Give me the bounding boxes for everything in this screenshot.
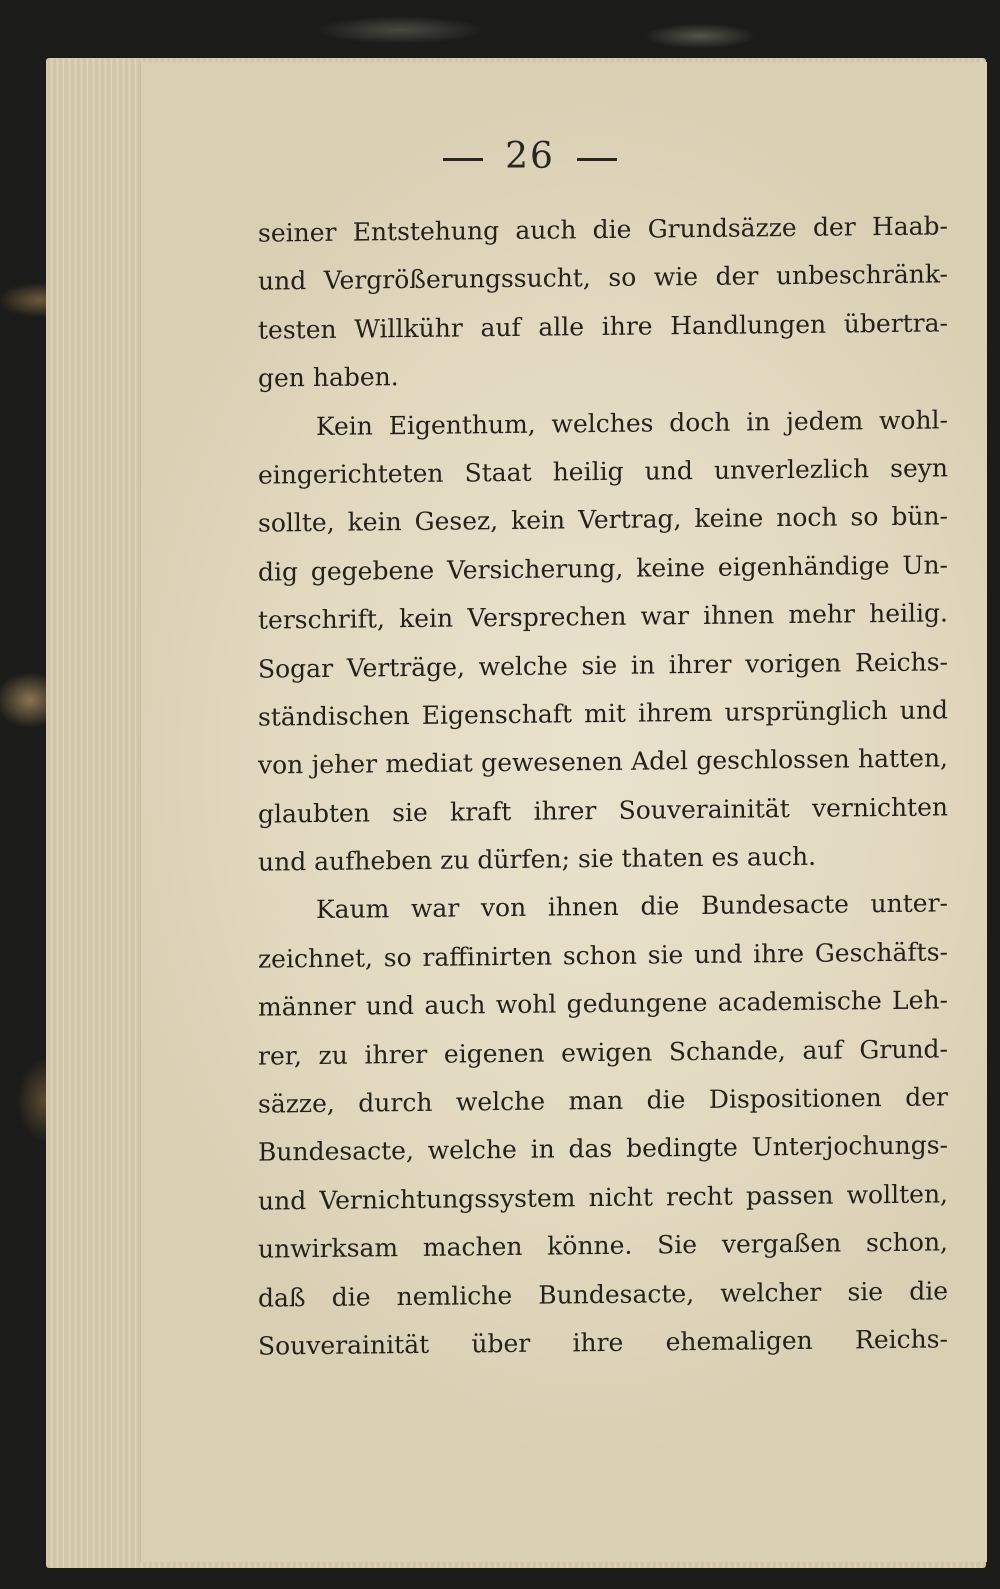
body-text bbox=[258, 206, 948, 1367]
text-line: Kein Eigenthum, welches doch in jedem wohl- bbox=[316, 404, 948, 441]
page-number-header bbox=[0, 136, 1000, 177]
text-line: dig gegebene Versicherung, keine eigenhändige Un- bbox=[258, 550, 948, 587]
text-line: ständischen Eigenschaft mit ihrem ursprünglich und bbox=[258, 695, 948, 732]
text-line: terschrift, kein Versprechen war ihnen mehr heilig. bbox=[258, 598, 948, 635]
text-line: testen Willkühr auf alle ihre Handlungen übertra- bbox=[258, 308, 948, 345]
text-line: und aufheben zu dürfen; sie thaten es auch. bbox=[258, 841, 817, 877]
text-line: gen haben. bbox=[258, 362, 399, 393]
text-line: und Vergrößerungssucht, so wie der unbeschränk- bbox=[258, 259, 948, 297]
text-line: Kaum war von ihnen die Bundesacte unter- bbox=[316, 888, 948, 925]
text-line: unwirksam machen könne. Sie vergaßen schon, bbox=[258, 1227, 948, 1264]
page-number: 26 bbox=[505, 136, 555, 177]
text-line: von jeher mediat gewesenen Adel geschlossen hatten, bbox=[258, 743, 948, 780]
text-line: seiner Entstehung auch die Grundsäzze der Haab- bbox=[258, 211, 948, 248]
text-line: eingerichteten Staat heilig und unverlezlich seyn bbox=[258, 453, 948, 490]
text-line: rer, zu ihrer eigenen ewigen Schande, auf Grund- bbox=[258, 1034, 948, 1071]
text-line: zeichnet, so raffinirten schon sie und ihre Geschäfts- bbox=[258, 937, 948, 974]
text-line: sollte, kein Gesez, kein Vertrag, keine noch so bün- bbox=[258, 501, 948, 538]
left-dash bbox=[443, 158, 483, 161]
text-line: und Vernichtungssystem nicht recht passen wollten, bbox=[258, 1179, 948, 1216]
text-line: Bundesacte, welche in das bedingte Unterjochungs- bbox=[258, 1130, 948, 1168]
text-line: männer und auch wohl gedungene academische Leh- bbox=[258, 985, 948, 1022]
text-line: Souverainität über ihre ehemaligen Reichs- bbox=[258, 1324, 948, 1361]
text-line: säzze, durch welche man die Dispositionen der bbox=[258, 1082, 948, 1119]
right-dash bbox=[577, 158, 617, 161]
text-line: Sogar Verträge, welche sie in ihrer vorigen Reichs- bbox=[258, 646, 948, 684]
text-line: glaubten sie kraft ihrer Souverainität vernichten bbox=[258, 792, 948, 829]
text-line: daß die nemliche Bundesacte, welcher sie die bbox=[258, 1275, 948, 1313]
